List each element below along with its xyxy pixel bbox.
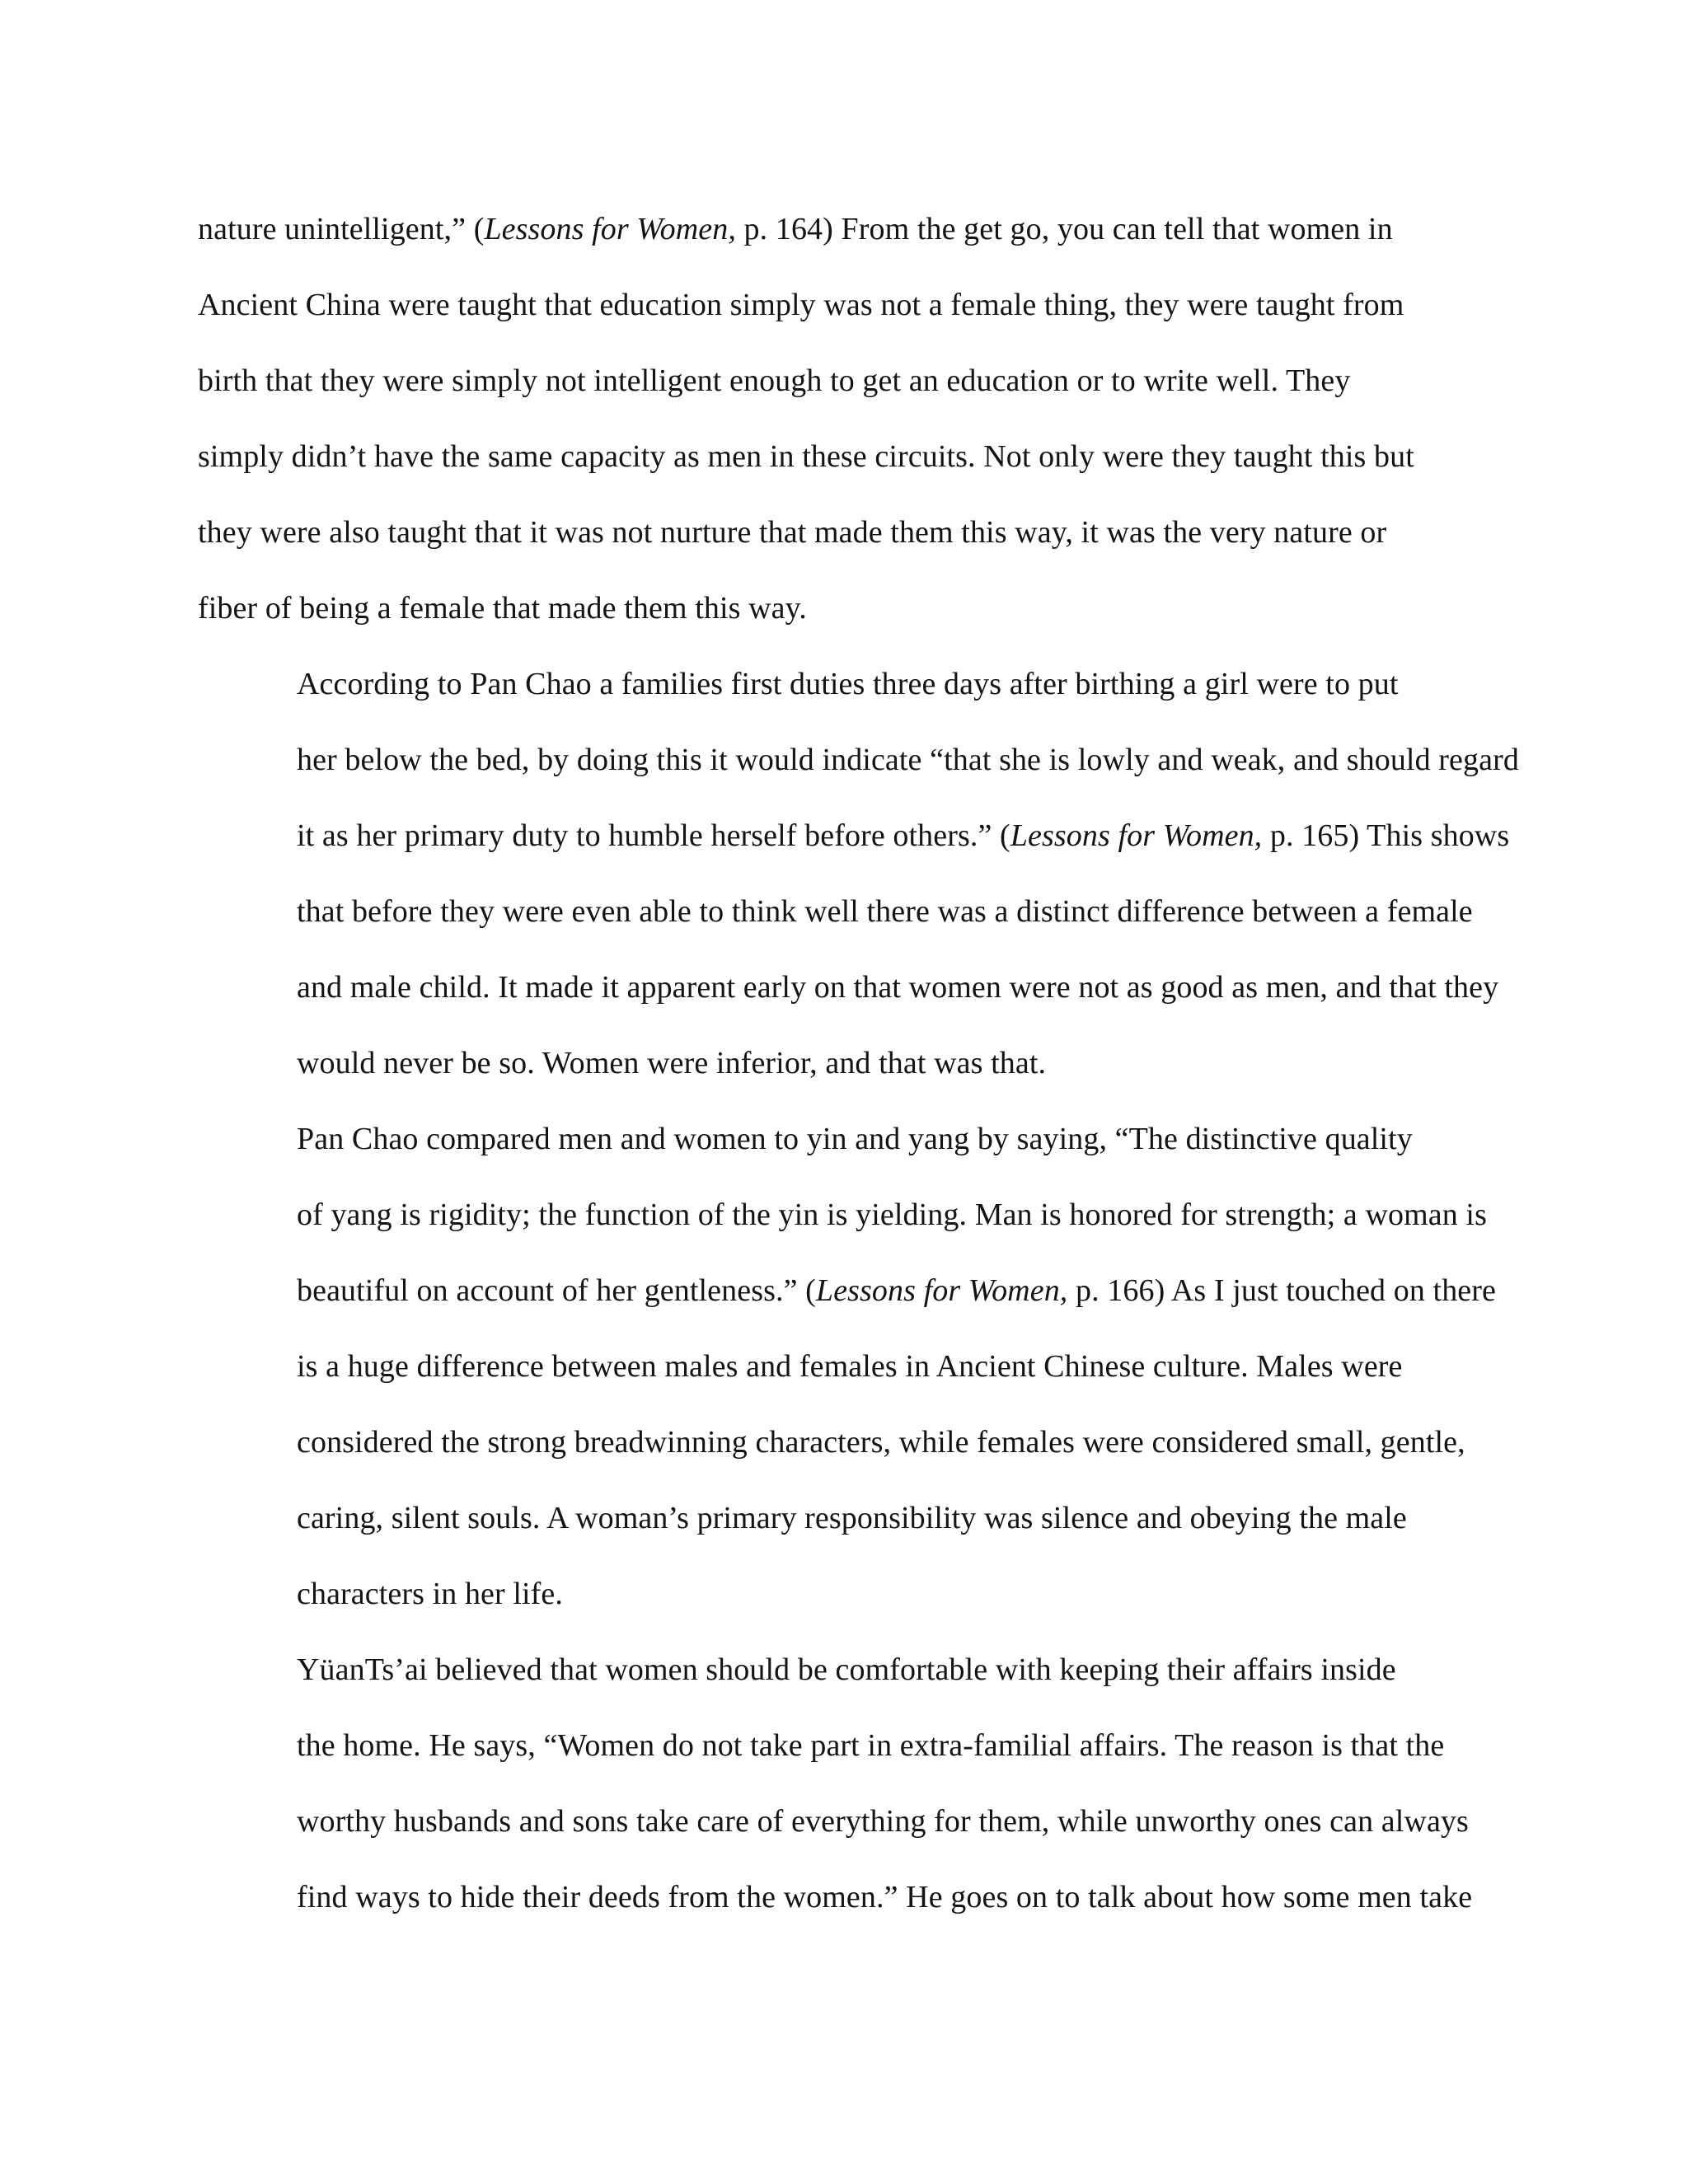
text-line [198,722,1519,798]
text-line [198,343,1492,419]
text-run: the home. He says, “Women do not take part in extra-familial affairs. The reason is that the [297,1728,1445,1763]
text-run: caring, silent souls. A woman’s primary responsibility was silence and obeying the male [297,1501,1407,1535]
text-run: According to Pan Chao a families first duties three days after birthing a girl were to put [297,667,1399,701]
text-run: they were also taught that it was not nurture that made them this way, it was the very nature or [198,515,1387,550]
text-run: YüanTs’ai believed that women should be comfortable with keeping their affairs inside [297,1652,1396,1687]
text-run: her below the bed, by doing this it would indicate “that she is lowly and weak, and should regard [297,743,1519,777]
text-run: fiber of being a female that made them this way. [198,591,807,626]
text-line [198,874,1492,949]
text-run: p. 164) From the get go, you can tell that women in [735,212,1393,246]
text-line [198,646,1492,722]
text-line [198,1101,1492,1177]
text-run: would never be so. Women were inferior, and that was that. [297,1046,1047,1080]
citation-title: Lessons for Women, [484,212,736,246]
text-line [198,798,1510,874]
text-run: p. 166) As I just touched on there [1067,1273,1496,1308]
text-run: simply didn’t have the same capacity as men in these circuits. Not only were they taught this but [198,439,1414,474]
text-line [198,1632,1492,1708]
text-run: birth that they were simply not intelligent enough to get an education or to write well. They [198,363,1351,398]
text-run: Ancient China were taught that education simply was not a female thing, they were taught from [198,288,1404,322]
text-run: it as her primary duty to humble herself before others.” ( [297,818,1010,853]
citation-title: Lessons for Women, [1010,818,1263,853]
text-run: and male child. It made it apparent early on that women were not as good as men, and that they [297,970,1499,1005]
text-line [198,1253,1496,1329]
text-run: find ways to hide their deeds from the women.” He goes on to talk about how some men take [297,1880,1473,1915]
text-line [198,1329,1492,1404]
text-run: worthy husbands and sons take care of everything for them, while unworthy ones can always [297,1804,1469,1839]
text-run: Pan Chao compared men and women to yin and yang by saying, “The distinctive quality [297,1122,1413,1156]
text-run: is a huge difference between males and females in Ancient Chinese culture. Males were [297,1349,1403,1384]
text-run: p. 165) This shows [1262,818,1510,853]
text-line [198,494,1492,570]
text-run: beautiful on account of her gentleness.” ( [297,1273,816,1308]
text-line [198,191,1492,267]
paragraph [198,1101,1496,1632]
body-text [198,191,1519,1935]
text-line [198,1025,1492,1101]
text-run: considered the strong breadwinning characters, while females were considered small, gentle, [297,1425,1465,1460]
paragraph [198,646,1519,1101]
text-run: nature unintelligent,” ( [198,212,485,246]
text-line [198,1783,1492,1859]
text-line [198,1404,1492,1480]
text-line [198,1708,1492,1783]
text-line [198,1480,1492,1556]
text-line [198,419,1492,494]
text-line [198,1556,1492,1632]
text-run: of yang is rigidity; the function of the yin is yielding. Man is honored for strength; a woman is [297,1197,1487,1232]
text-line [198,1859,1492,1935]
text-line [198,267,1492,343]
paragraph [198,191,1492,646]
text-line [198,570,1492,646]
text-line [198,949,1499,1025]
paragraph [198,1632,1492,1935]
citation-title: Lessons for Women, [815,1273,1068,1308]
text-run: that before they were even able to think well there was a distinct difference between a female [297,894,1473,929]
text-run: characters in her life. [297,1577,563,1611]
text-line [198,1177,1492,1253]
